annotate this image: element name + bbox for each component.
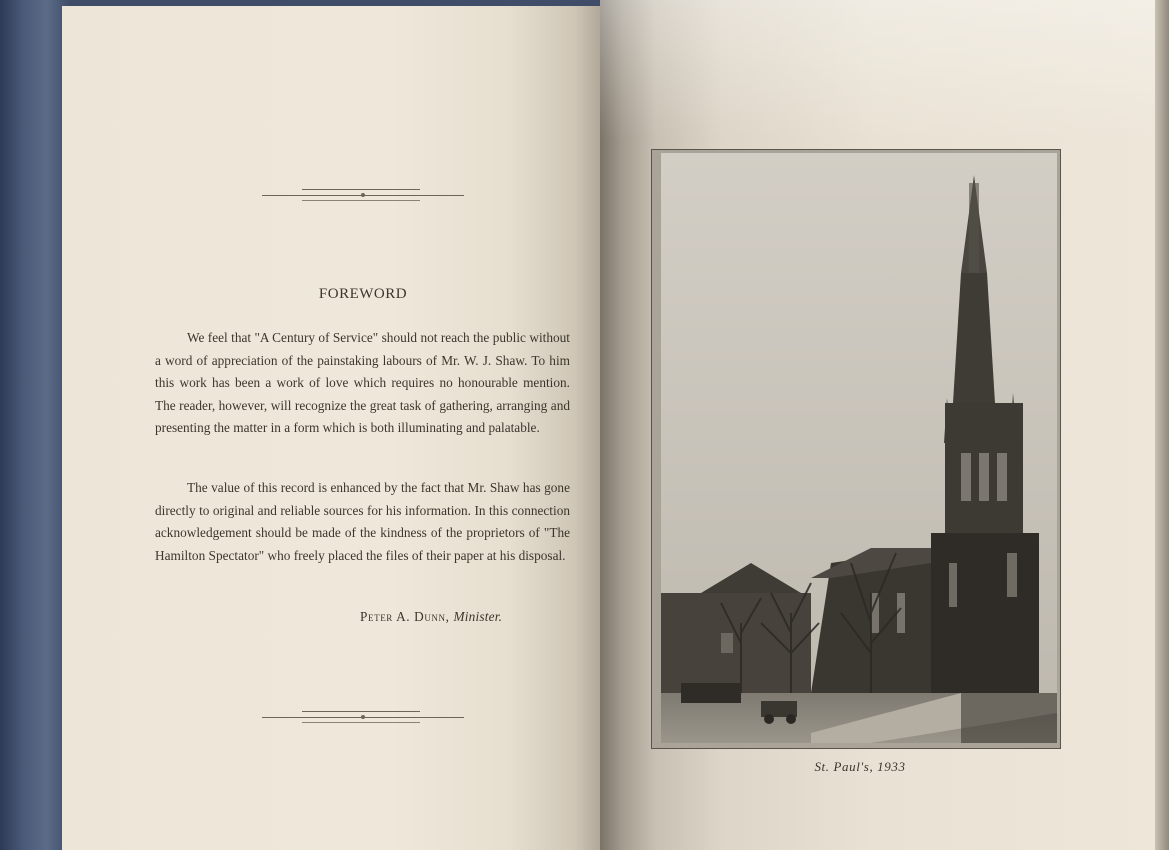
church-photograph [661,153,1057,743]
bottom-ornament-rule [262,711,464,729]
foreword-paragraph-1: We feel that "A Century of Service" should not reach the public without a word of appreciation of the painstaking labours of Mr. W. J. Shaw. To him this work has been a work of love which requires no honourable mention. The reader, however, will recognize the great task of gathering, arranging and presenting the matter in a form which is both illuminating and palatable. [155,330,570,435]
page-edge [1155,0,1169,850]
foreword-paragraph-2: The value of this record is enhanced by the fact that Mr. Shaw has gone directly to original and reliable sources for his information. In this connection acknowledgement should be made of the kindness of the proprietors of "The Hamilton Spectator" who freely placed the files of their paper at his disposal. [155,480,570,563]
photo-caption: St. Paul's, 1933 [814,759,906,774]
foreword-heading: FOREWORD [318,286,408,302]
top-ornament-rule [262,189,464,207]
signature: Peter A. Dunn, Minister. [360,609,503,624]
